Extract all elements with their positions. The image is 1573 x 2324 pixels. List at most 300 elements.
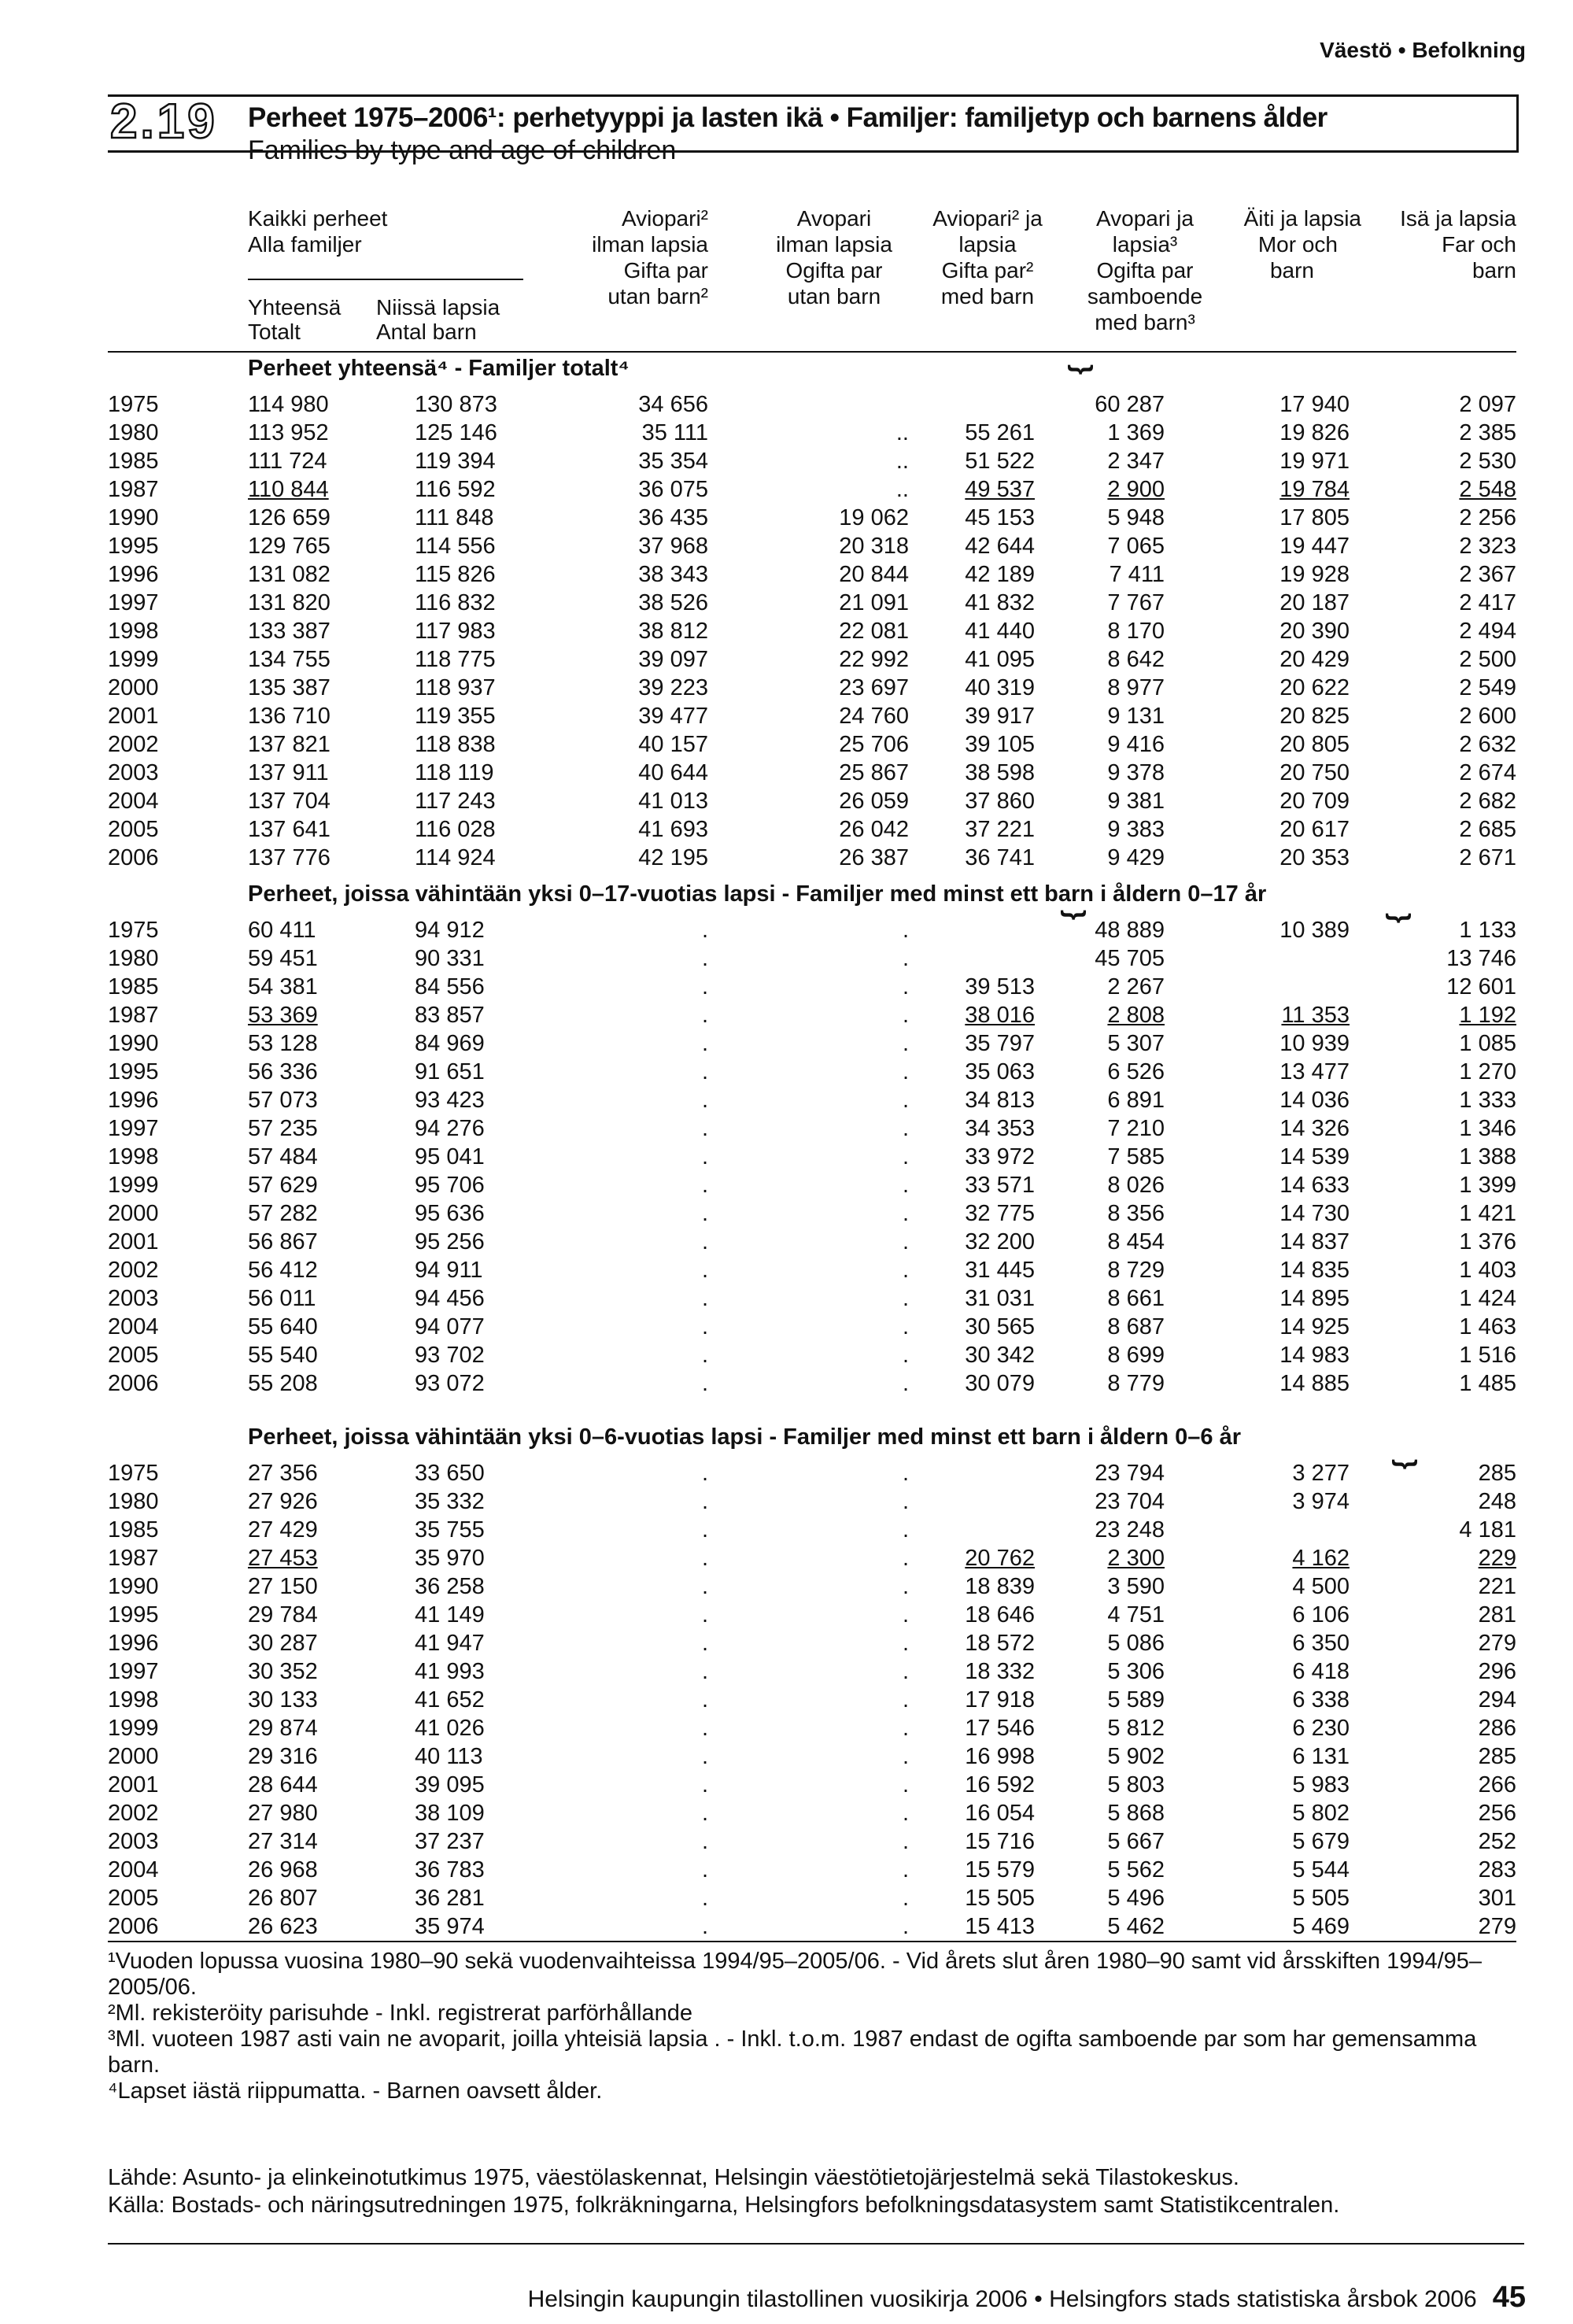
cell-value: 1 424 bbox=[1459, 1286, 1516, 1311]
col-c3-1: lapsia bbox=[958, 232, 1017, 257]
cell-value: 125 146 bbox=[415, 420, 497, 445]
row-year: 1999 bbox=[108, 1716, 159, 1741]
cell-value: 41 947 bbox=[415, 1631, 485, 1656]
cell-value: 5 589 bbox=[1107, 1687, 1165, 1713]
cell-value: 83 857 bbox=[415, 1003, 485, 1028]
table-row bbox=[0, 619, 1573, 647]
cell-value: . bbox=[701, 1602, 708, 1628]
cell-value: 23 704 bbox=[1095, 1489, 1165, 1514]
row-year: 2002 bbox=[108, 732, 159, 757]
cell-value: . bbox=[902, 1229, 909, 1254]
cell-value: . bbox=[902, 1772, 909, 1797]
cell-value: 27 429 bbox=[248, 1517, 318, 1543]
row-year: 2002 bbox=[108, 1258, 159, 1283]
cell-value: 5 307 bbox=[1107, 1031, 1165, 1056]
cell-value: 41 693 bbox=[638, 817, 708, 842]
col-c5-1: Mor och bbox=[1257, 232, 1338, 257]
cell-value: 33 972 bbox=[965, 1144, 1035, 1169]
table-row bbox=[0, 817, 1573, 845]
cell-value: 57 235 bbox=[248, 1116, 318, 1141]
cell-value: 252 bbox=[1478, 1829, 1516, 1854]
table-row bbox=[0, 1371, 1573, 1399]
col-c1-2: Gifta par bbox=[623, 258, 708, 283]
col-group-rule bbox=[248, 279, 523, 280]
table-row bbox=[0, 477, 1573, 505]
cell-value: 57 282 bbox=[248, 1201, 318, 1226]
cell-value: 248 bbox=[1478, 1489, 1516, 1514]
cell-value: 17 918 bbox=[965, 1687, 1035, 1713]
cell-value: 5 496 bbox=[1107, 1886, 1165, 1911]
row-year: 1999 bbox=[108, 1173, 159, 1198]
cell-value: 16 998 bbox=[965, 1744, 1035, 1769]
row-year: 2006 bbox=[108, 1914, 159, 1939]
col-c1-3: utan barn² bbox=[607, 284, 708, 309]
cell-value: 30 287 bbox=[248, 1631, 318, 1656]
cell-value: 20 825 bbox=[1279, 704, 1350, 729]
cell-value: 20 617 bbox=[1279, 817, 1350, 842]
cell-value: 39 513 bbox=[965, 974, 1035, 999]
cell-value: 34 813 bbox=[965, 1088, 1035, 1113]
cell-value: 12 601 bbox=[1446, 974, 1516, 999]
cell-value: 19 447 bbox=[1279, 534, 1350, 559]
cell-value: 134 755 bbox=[248, 647, 330, 672]
cell-value: 39 477 bbox=[638, 704, 708, 729]
cell-value: 20 390 bbox=[1279, 619, 1350, 644]
cell-value: 285 bbox=[1478, 1744, 1516, 1769]
cell-value: 111 724 bbox=[248, 449, 327, 474]
col-all-sv: Alla familjer bbox=[248, 232, 362, 257]
cell-value: 5 306 bbox=[1107, 1659, 1165, 1684]
cell-value: 59 451 bbox=[248, 946, 318, 971]
cell-value: 25 867 bbox=[839, 760, 909, 785]
source-sv: Källa: Bostads- och näringsutredningen 1975, folkräkningarna, Helsingfors befolkningsdatasystem samt Statistikcentralen. bbox=[108, 2193, 1340, 2218]
table-row bbox=[0, 1229, 1573, 1258]
cell-value: 6 131 bbox=[1292, 1744, 1350, 1769]
cell-value: 95 636 bbox=[415, 1201, 485, 1226]
cell-value: .. bbox=[895, 477, 909, 502]
cell-value: 9 383 bbox=[1107, 817, 1165, 842]
cell-value: 18 572 bbox=[965, 1631, 1035, 1656]
table-row bbox=[0, 1829, 1573, 1857]
col-c3-3: med barn bbox=[940, 284, 1035, 309]
cell-value: 41 993 bbox=[415, 1659, 485, 1684]
cell-value: 39 095 bbox=[415, 1772, 485, 1797]
cell-value: . bbox=[701, 1574, 708, 1599]
cell-value: 118 775 bbox=[415, 647, 496, 672]
cell-value: 31 445 bbox=[965, 1258, 1035, 1283]
col-c2-2: Ogifta par bbox=[785, 258, 883, 283]
cell-value: 8 642 bbox=[1107, 647, 1165, 672]
cell-value: 94 276 bbox=[415, 1116, 485, 1141]
col-c4-1: lapsia³ bbox=[1112, 232, 1178, 257]
row-year: 1997 bbox=[108, 1116, 159, 1141]
cell-value: 30 079 bbox=[965, 1371, 1035, 1396]
cell-value: 137 704 bbox=[248, 789, 330, 814]
cell-value: 41 440 bbox=[965, 619, 1035, 644]
cell-value: . bbox=[902, 1116, 909, 1141]
table-row bbox=[0, 1343, 1573, 1371]
cell-value: . bbox=[701, 1829, 708, 1854]
cell-value: 22 992 bbox=[839, 647, 909, 672]
cell-value: . bbox=[902, 1857, 909, 1882]
cell-value: 20 353 bbox=[1279, 845, 1350, 870]
cell-value: 30 133 bbox=[248, 1687, 318, 1713]
cell-value: 38 812 bbox=[638, 619, 708, 644]
cell-value: 45 705 bbox=[1095, 946, 1165, 971]
cell-value: 8 779 bbox=[1107, 1371, 1165, 1396]
cell-value: 17 940 bbox=[1279, 392, 1350, 417]
cell-value: 9 416 bbox=[1107, 732, 1165, 757]
cell-value: 34 656 bbox=[638, 392, 708, 417]
cell-value: 19 784 bbox=[1279, 477, 1350, 502]
cell-value: 229 bbox=[1478, 1546, 1516, 1571]
cell-value: 1 369 bbox=[1107, 420, 1165, 445]
cell-value: 137 776 bbox=[248, 845, 330, 870]
col-children-sv: Antal barn bbox=[376, 320, 477, 344]
cell-value: . bbox=[902, 1659, 909, 1684]
cell-value: 49 537 bbox=[965, 477, 1035, 502]
cell-value: 1 403 bbox=[1459, 1258, 1516, 1283]
cell-value: 56 336 bbox=[248, 1059, 318, 1084]
cell-value: . bbox=[701, 1258, 708, 1283]
cell-value: 14 036 bbox=[1279, 1088, 1350, 1113]
cell-value: 51 522 bbox=[965, 449, 1035, 474]
footer-rule bbox=[108, 2243, 1524, 2245]
row-year: 1996 bbox=[108, 562, 159, 587]
cell-value: 14 539 bbox=[1279, 1144, 1350, 1169]
row-year: 1985 bbox=[108, 1517, 159, 1543]
cell-value: . bbox=[902, 1716, 909, 1741]
footer-text: Helsingin kaupungin tilastollinen vuosikirja 2006 • Helsingfors stads statistiska årsbok 2006 bbox=[527, 2286, 1477, 2312]
cell-value: . bbox=[902, 1574, 909, 1599]
cell-value: 14 326 bbox=[1279, 1116, 1350, 1141]
col-all-fi: Kaikki perheet bbox=[248, 206, 388, 231]
cell-value: 29 784 bbox=[248, 1602, 318, 1628]
cell-value: . bbox=[701, 1116, 708, 1141]
row-year: 1987 bbox=[108, 1546, 159, 1571]
cell-value: 23 248 bbox=[1095, 1517, 1165, 1543]
cell-value: 6 230 bbox=[1292, 1716, 1350, 1741]
col-c4-4: med barn³ bbox=[1095, 310, 1195, 334]
row-year: 2006 bbox=[108, 1371, 159, 1396]
col-c4-2: Ogifta par bbox=[1096, 258, 1194, 283]
cell-value: 30 565 bbox=[965, 1314, 1035, 1339]
cell-value: 20 750 bbox=[1279, 760, 1350, 785]
row-year: 1996 bbox=[108, 1631, 159, 1656]
row-year: 1990 bbox=[108, 505, 159, 530]
table-row bbox=[0, 1258, 1573, 1286]
cell-value: 40 157 bbox=[638, 732, 708, 757]
cell-value: 21 091 bbox=[839, 590, 909, 615]
cell-value: 2 674 bbox=[1459, 760, 1516, 785]
cell-value: . bbox=[902, 1144, 909, 1169]
cell-value: 5 812 bbox=[1107, 1716, 1165, 1741]
cell-value: 221 bbox=[1478, 1574, 1516, 1599]
cell-value: 119 355 bbox=[415, 704, 496, 729]
row-year: 1980 bbox=[108, 946, 159, 971]
cell-value: 38 109 bbox=[415, 1801, 485, 1826]
table-row bbox=[0, 845, 1573, 874]
cell-value: 3 590 bbox=[1107, 1574, 1165, 1599]
cell-value: 9 429 bbox=[1107, 845, 1165, 870]
cell-value: 5 562 bbox=[1107, 1857, 1165, 1882]
cell-value: 29 316 bbox=[248, 1744, 318, 1769]
header-rule bbox=[108, 351, 1516, 353]
cell-value: 35 755 bbox=[415, 1517, 485, 1543]
cell-value: . bbox=[701, 1201, 708, 1226]
cell-value: 30 352 bbox=[248, 1659, 318, 1684]
row-year: 1998 bbox=[108, 1687, 159, 1713]
cell-value: . bbox=[902, 918, 909, 943]
section-heading: Perheet, joissa vähintään yksi 0–6-vuotias lapsi - Familjer med minst ett barn i åldern 0–6 år bbox=[248, 1424, 1241, 1450]
row-year: 2000 bbox=[108, 1201, 159, 1226]
cell-value: . bbox=[701, 1088, 708, 1113]
cell-value: . bbox=[701, 1489, 708, 1514]
cell-value: . bbox=[902, 1631, 909, 1656]
cell-value: . bbox=[902, 1258, 909, 1283]
cell-value: 26 623 bbox=[248, 1914, 318, 1939]
page-footer bbox=[528, 2281, 1526, 2315]
cell-value: . bbox=[701, 1716, 708, 1741]
row-year: 2003 bbox=[108, 760, 159, 785]
cell-value: 4 500 bbox=[1292, 1574, 1350, 1599]
cell-value: 116 832 bbox=[415, 590, 496, 615]
cell-value: 29 874 bbox=[248, 1716, 318, 1741]
cell-value: 41 095 bbox=[965, 647, 1035, 672]
cell-value: 94 456 bbox=[415, 1286, 485, 1311]
cell-value: 33 650 bbox=[415, 1461, 485, 1486]
cell-value: 8 687 bbox=[1107, 1314, 1165, 1339]
cell-value: 129 765 bbox=[248, 534, 330, 559]
cell-value: 1 376 bbox=[1459, 1229, 1516, 1254]
cell-value: 294 bbox=[1478, 1687, 1516, 1713]
row-year: 1998 bbox=[108, 1144, 159, 1169]
cell-value: 34 353 bbox=[965, 1116, 1035, 1141]
cell-value: 41 149 bbox=[415, 1602, 485, 1628]
cell-value: 93 423 bbox=[415, 1088, 485, 1113]
cell-value: 18 332 bbox=[965, 1659, 1035, 1684]
cell-value: 7 767 bbox=[1107, 590, 1165, 615]
table-row bbox=[0, 1003, 1573, 1031]
cell-value: 1 133 bbox=[1459, 918, 1516, 943]
cell-value: . bbox=[701, 1631, 708, 1656]
cell-value: 296 bbox=[1478, 1659, 1516, 1684]
cell-value: 135 387 bbox=[248, 675, 330, 700]
cell-value: . bbox=[701, 1886, 708, 1911]
cell-value: 27 980 bbox=[248, 1801, 318, 1826]
row-year: 2002 bbox=[108, 1801, 159, 1826]
cell-value: 19 826 bbox=[1279, 420, 1350, 445]
cell-value: 60 287 bbox=[1095, 392, 1165, 417]
cell-value: 27 150 bbox=[248, 1574, 318, 1599]
row-year: 1999 bbox=[108, 647, 159, 672]
cell-value: . bbox=[701, 1659, 708, 1684]
cell-value: 266 bbox=[1478, 1772, 1516, 1797]
cell-value: 39 097 bbox=[638, 647, 708, 672]
cell-value: 14 837 bbox=[1279, 1229, 1350, 1254]
table-row bbox=[0, 704, 1573, 732]
col-c1-0: Aviopari² bbox=[622, 206, 708, 231]
col-c6-0: Isä ja lapsia bbox=[1400, 206, 1516, 231]
cell-value: 48 889 bbox=[1095, 918, 1165, 943]
cell-value: 10 389 bbox=[1279, 918, 1350, 943]
cell-value: 9 378 bbox=[1107, 760, 1165, 785]
cell-value: 39 917 bbox=[965, 704, 1035, 729]
cell-value: 37 237 bbox=[415, 1829, 485, 1854]
cell-value: 279 bbox=[1478, 1914, 1516, 1939]
cell-value: 2 347 bbox=[1107, 449, 1165, 474]
cell-value: 3 277 bbox=[1292, 1461, 1350, 1486]
col-c2-0: Avopari bbox=[796, 206, 872, 231]
table-row bbox=[0, 590, 1573, 619]
table-row bbox=[0, 1886, 1573, 1914]
row-year: 2001 bbox=[108, 1229, 159, 1254]
col-c5-0: Äiti ja lapsia bbox=[1243, 206, 1361, 231]
row-year: 2001 bbox=[108, 704, 159, 729]
cell-value: 84 556 bbox=[415, 974, 485, 999]
cell-value: 8 977 bbox=[1107, 675, 1165, 700]
cell-value: . bbox=[902, 1461, 909, 1486]
cell-value: 18 839 bbox=[965, 1574, 1035, 1599]
cell-value: 2 097 bbox=[1459, 392, 1516, 417]
cell-value: 54 381 bbox=[248, 974, 318, 999]
row-year: 1987 bbox=[108, 477, 159, 502]
row-year: 2004 bbox=[108, 1857, 159, 1882]
cell-value: 42 195 bbox=[638, 845, 708, 870]
table-row bbox=[0, 1857, 1573, 1886]
row-year: 2005 bbox=[108, 1886, 159, 1911]
cell-value: 27 926 bbox=[248, 1489, 318, 1514]
cell-value: . bbox=[902, 1744, 909, 1769]
cell-value: 2 300 bbox=[1107, 1546, 1165, 1571]
cell-value: . bbox=[902, 1343, 909, 1368]
cell-value: . bbox=[902, 1914, 909, 1939]
cell-value: . bbox=[701, 1229, 708, 1254]
table-row bbox=[0, 1173, 1573, 1201]
cell-value: . bbox=[902, 1829, 909, 1854]
table-row bbox=[0, 974, 1573, 1003]
cell-value: 5 086 bbox=[1107, 1631, 1165, 1656]
table-row bbox=[0, 1031, 1573, 1059]
cell-value: 2 417 bbox=[1459, 590, 1516, 615]
table-row bbox=[0, 946, 1573, 974]
table-row bbox=[0, 1659, 1573, 1687]
cell-value: 23 697 bbox=[839, 675, 909, 700]
cell-value: 6 350 bbox=[1292, 1631, 1350, 1656]
cell-value: 115 826 bbox=[415, 562, 496, 587]
cell-value: 10 939 bbox=[1279, 1031, 1350, 1056]
cell-value: 38 016 bbox=[965, 1003, 1035, 1028]
cell-value: 19 062 bbox=[839, 505, 909, 530]
row-year: 1975 bbox=[108, 392, 159, 417]
cell-value: . bbox=[902, 1173, 909, 1198]
cell-value: 116 028 bbox=[415, 817, 496, 842]
col-c2-3: utan barn bbox=[787, 284, 881, 309]
cell-value: . bbox=[701, 974, 708, 999]
row-year: 2005 bbox=[108, 1343, 159, 1368]
cell-value: 110 844 bbox=[248, 477, 329, 502]
cell-value: 14 983 bbox=[1279, 1343, 1350, 1368]
table-row bbox=[0, 449, 1573, 477]
cell-value: 35 970 bbox=[415, 1546, 485, 1571]
cell-value: . bbox=[902, 1371, 909, 1396]
table-row bbox=[0, 1517, 1573, 1546]
cell-value: 20 844 bbox=[839, 562, 909, 587]
table-row bbox=[0, 1914, 1573, 1942]
row-year: 1990 bbox=[108, 1031, 159, 1056]
col-c1-1: ilman lapsia bbox=[592, 232, 708, 257]
cell-value: 3 974 bbox=[1292, 1489, 1350, 1514]
cell-value: 7 585 bbox=[1107, 1144, 1165, 1169]
cell-value: 1 463 bbox=[1459, 1314, 1516, 1339]
cell-value: 25 706 bbox=[839, 732, 909, 757]
cell-value: 2 685 bbox=[1459, 817, 1516, 842]
cell-value: 8 170 bbox=[1107, 619, 1165, 644]
footnote-4: ⁴Lapset iästä riippumatta. - Barnen oavsett ålder. bbox=[108, 2078, 603, 2104]
cell-value: 7 411 bbox=[1109, 562, 1165, 587]
cell-value: 95 041 bbox=[415, 1144, 485, 1169]
cell-value: 6 338 bbox=[1292, 1687, 1350, 1713]
cell-value: 8 356 bbox=[1107, 1201, 1165, 1226]
cell-value: . bbox=[701, 1914, 708, 1939]
cell-value: .. bbox=[895, 449, 909, 474]
cell-value: 56 011 bbox=[248, 1286, 316, 1311]
cell-value: 35 063 bbox=[965, 1059, 1035, 1084]
cell-value: 35 797 bbox=[965, 1031, 1035, 1056]
table-row bbox=[0, 760, 1573, 789]
cell-value: 17 546 bbox=[965, 1716, 1035, 1741]
cell-value: 114 980 bbox=[248, 392, 329, 417]
cell-value: 2 494 bbox=[1459, 619, 1516, 644]
col-c3-2: Gifta par² bbox=[941, 258, 1034, 283]
cell-value: 114 556 bbox=[415, 534, 496, 559]
cell-value: 2 900 bbox=[1107, 477, 1165, 502]
cell-value: . bbox=[902, 1801, 909, 1826]
cell-value: 2 600 bbox=[1459, 704, 1516, 729]
row-year: 1985 bbox=[108, 449, 159, 474]
cell-value: 14 633 bbox=[1279, 1173, 1350, 1198]
cell-value: 8 729 bbox=[1107, 1258, 1165, 1283]
cell-value: 281 bbox=[1478, 1602, 1516, 1628]
cell-value: 90 331 bbox=[415, 946, 485, 971]
cell-value: . bbox=[701, 1003, 708, 1028]
col-c3-0: Aviopari² ja bbox=[932, 206, 1043, 231]
footnote-1: ¹Vuoden lopussa vuosina 1980–90 sekä vuodenvaihteissa 1994/95–2005/06. - Vid årets slut åren 1980–90 samt vid årsskiften 1994/95–2005/06. bbox=[108, 1949, 1483, 2000]
cell-value: 53 128 bbox=[248, 1031, 318, 1056]
cell-value: 27 314 bbox=[248, 1829, 318, 1854]
row-year: 1980 bbox=[108, 1489, 159, 1514]
cell-value: 36 741 bbox=[965, 845, 1035, 870]
cell-value: 1 388 bbox=[1459, 1144, 1516, 1169]
cell-value: . bbox=[701, 1461, 708, 1486]
cell-value: 35 974 bbox=[415, 1914, 485, 1939]
col-children-fi: Niissä lapsia bbox=[376, 295, 500, 320]
cell-value: . bbox=[701, 1144, 708, 1169]
cell-value: 5 948 bbox=[1107, 505, 1165, 530]
cell-value: 39 105 bbox=[965, 732, 1035, 757]
cell-value: 2 323 bbox=[1459, 534, 1516, 559]
cell-value: 137 911 bbox=[248, 760, 329, 785]
table-row bbox=[0, 918, 1573, 946]
cell-value: 84 969 bbox=[415, 1031, 485, 1056]
cell-value: 15 413 bbox=[965, 1914, 1035, 1939]
cell-value: 16 592 bbox=[965, 1772, 1035, 1797]
cell-value: 15 579 bbox=[965, 1857, 1035, 1882]
cell-value: 2 632 bbox=[1459, 732, 1516, 757]
table-bottom-rule bbox=[108, 1941, 1516, 1942]
cell-value: 26 387 bbox=[839, 845, 909, 870]
row-year: 1975 bbox=[108, 918, 159, 943]
